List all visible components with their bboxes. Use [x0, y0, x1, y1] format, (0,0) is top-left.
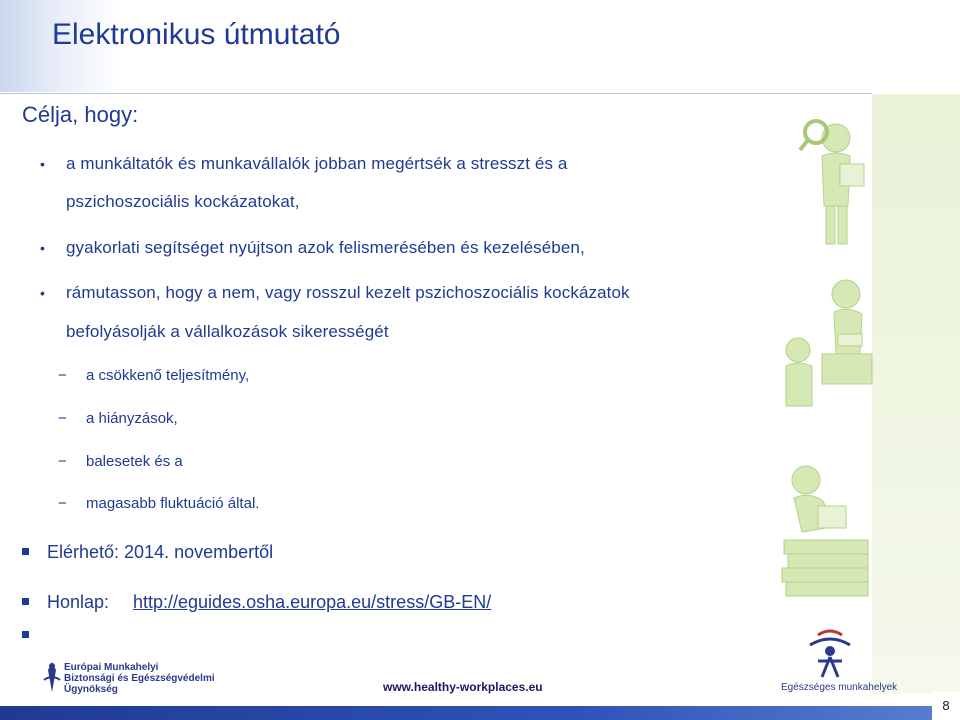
dash-icon: − — [58, 453, 67, 470]
bullet-3-line-1: rámutasson, hogy a nem, vagy rosszul kezelt pszichoszociális kockázatok — [66, 283, 630, 302]
bullet-3-line-2: befolyásolják a vállalkozások sikerességét — [66, 322, 389, 341]
title-divider — [0, 93, 872, 94]
agency-logo-line-3: Ügynökség — [64, 684, 118, 695]
intro-heading: Célja, hogy: — [22, 102, 139, 127]
bottom-bar — [0, 706, 960, 720]
dash-icon: − — [58, 495, 67, 512]
figure-laptop-books-icon — [778, 460, 878, 600]
bullet-1-line-1: a munkáltatók és munkavállalók jobban megértsék a stresszt és a — [66, 154, 568, 173]
campaign-logo-label: Egészséges munkahelyek — [781, 682, 898, 693]
dash-icon: − — [58, 410, 67, 427]
dash-icon: − — [58, 367, 67, 384]
homepage-link[interactable]: http://eguides.osha.europa.eu/stress/GB-EN/ — [133, 592, 492, 612]
decorative-side-panel — [872, 94, 960, 694]
bullet-icon: • — [40, 156, 45, 172]
sub-item-1: a csökkenő teljesítmény, — [86, 367, 250, 384]
bullet-2-text: gyakorlati segítséget nyújtson azok felismerésében és kezelésében, — [66, 238, 585, 257]
agency-logo-icon — [42, 660, 62, 694]
agency-logo-line-1: Európai Munkahelyi — [64, 662, 159, 673]
sub-item-4: magasabb fluktuáció által. — [86, 495, 260, 512]
availability-text: Elérhető: 2014. novembertől — [47, 542, 274, 562]
bullet-icon: • — [40, 285, 45, 301]
bullet-1-line-2: pszichoszociális kockázatokat, — [66, 192, 300, 211]
square-bullet-icon — [22, 598, 29, 605]
campaign-logo-icon — [800, 625, 860, 680]
square-bullet-icon — [22, 548, 29, 555]
sub-item-3: balesetek és a — [86, 453, 183, 470]
page-number: 8 — [932, 692, 960, 720]
figure-magnifier-icon — [778, 110, 878, 250]
footer-website[interactable]: www.healthy-workplaces.eu — [383, 680, 543, 694]
agency-logo-line-2: Biztonsági és Egészségvédelmi — [64, 673, 215, 684]
square-bullet-icon — [22, 631, 29, 638]
slide-title: Elektronikus útmutató — [52, 18, 341, 51]
homepage-label: Honlap: — [47, 592, 110, 612]
bullet-icon: • — [40, 240, 45, 256]
sub-item-2: a hiányzások, — [86, 410, 178, 427]
figures-reading-icon — [778, 268, 878, 418]
